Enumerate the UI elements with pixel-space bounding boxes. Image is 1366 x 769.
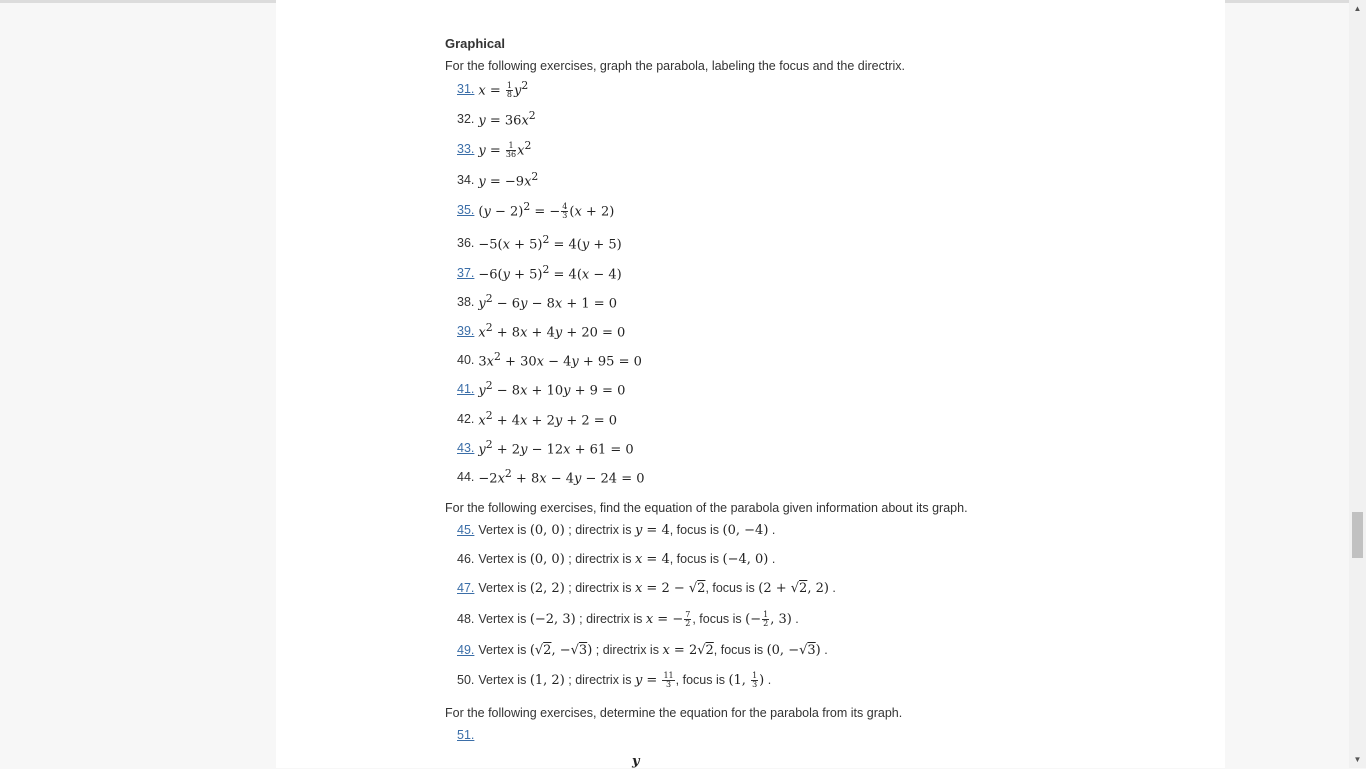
scroll-thumb[interactable] [1352, 512, 1363, 558]
exercise-36: 36. $-5(x + 5)^2 = 4(y + 5)$ [457, 233, 622, 253]
exercise-45-link[interactable]: 45. [457, 523, 475, 537]
exercise-41: 41. $y^2 - 8x + 10y + 9 = 0$ [457, 379, 626, 399]
exercise-35-link[interactable]: 35. [457, 203, 475, 217]
vertical-scrollbar[interactable] [1349, 0, 1366, 768]
exercise-49-link[interactable]: 49. [457, 643, 475, 657]
exercise-51-link[interactable]: 51. [457, 728, 475, 742]
exercise-40-number: 40. [457, 353, 475, 367]
exercise-32-number: 32. [457, 112, 475, 126]
exercise-38: 38. $y^2 - 6y - 8x + 1 = 0$ [457, 292, 618, 312]
scroll-up-arrow-icon[interactable]: ▲ [1353, 4, 1362, 13]
exercise-51 [457, 724, 478, 746]
section-heading: Graphical [445, 36, 505, 51]
exercise-47-link[interactable]: 47. [457, 581, 475, 595]
exercise-43-link[interactable]: 43. [457, 441, 475, 455]
exercise-47: 47. Vertex is (2, 2) ; directrix is x = 2 − √2 , focus is (2 + √2, 2) . [457, 580, 836, 596]
intro-find-equation: For the following exercises, find the equation of the parabola given information about its graph. [445, 501, 968, 515]
exercise-45: 45. Vertex is (0, 0) ; directrix is y = 4 , focus is (0, −4) . [457, 522, 776, 538]
exercise-39: 39. $x^2 + 8x + 4y + 20 = 0$ [457, 321, 626, 341]
exercise-46: 46. Vertex is (0, 0) ; directrix is x = 4 , focus is (−4, 0) . [457, 551, 776, 567]
exercise-40: 40. $3x^2 + 30x - 4y + 95 = 0$ [457, 350, 642, 370]
exercise-50: 50. Vertex is (1, 2) ; directrix is y = $\frac{11}{3}$ , focus is (1, $\frac{1}{3}$ ) . [457, 670, 772, 689]
exercise-34: 34. $y = -9x^2$ [457, 170, 539, 190]
exercise-31: 31. x = $\frac{1}{8}$ $y^2$ [457, 78, 529, 100]
exercise-37-link[interactable]: 37. [457, 266, 475, 280]
exercise-44-number: 44. [457, 470, 475, 484]
exercise-46-number: 46. [457, 552, 475, 566]
graph-y-axis-label: y [632, 754, 640, 769]
exercise-31-link[interactable]: 31. [457, 82, 475, 96]
exercise-48-number: 48. [457, 612, 475, 626]
exercise-37: 37. $-6(y + 5)^2 = 4(x - 4)$ [457, 263, 622, 283]
exercise-44: 44. $-2x^2 + 8x - 4y - 24 = 0$ [457, 467, 645, 487]
exercise-41-link[interactable]: 41. [457, 382, 475, 396]
intro-graph-parabola: For the following exercises, graph the parabola, labeling the focus and the directrix. [445, 59, 905, 73]
exercise-42-number: 42. [457, 412, 475, 426]
exercise-34-number: 34. [457, 173, 475, 187]
exercise-42: 42. $x^2 + 4x + 2y + 2 = 0$ [457, 409, 618, 429]
scroll-down-arrow-icon[interactable]: ▼ [1353, 755, 1362, 764]
exercise-48: 48. Vertex is (−2, 3) ; directrix is x = − $\frac{7}{2}$ , focus is (− $\frac{1}{2}$ , 3) . [457, 609, 799, 628]
exercise-33-link[interactable]: 33. [457, 142, 475, 156]
exercise-49: 49. Vertex is (√2, −√3) ; directrix is x = 2√2 , focus is (0, −√3) . [457, 642, 828, 658]
exercise-35: 35. $(y - 2)^2$ = − $\frac{4}{3}$ (x + 2) [457, 199, 615, 221]
exercise-33: 33. y = $\frac{1}{36}$ $x^2$ [457, 138, 532, 160]
exercise-50-number: 50. [457, 673, 475, 687]
exercise-43: 43. $y^2 + 2y - 12x + 61 = 0$ [457, 438, 634, 458]
exercise-39-link[interactable]: 39. [457, 324, 475, 338]
exercise-32: 32. $y = 36x^2$ [457, 109, 536, 129]
exercise-36-number: 36. [457, 236, 475, 250]
intro-equation-from-graph: For the following exercises, determine the equation for the parabola from its graph. [445, 706, 903, 720]
exercise-38-number: 38. [457, 295, 475, 309]
